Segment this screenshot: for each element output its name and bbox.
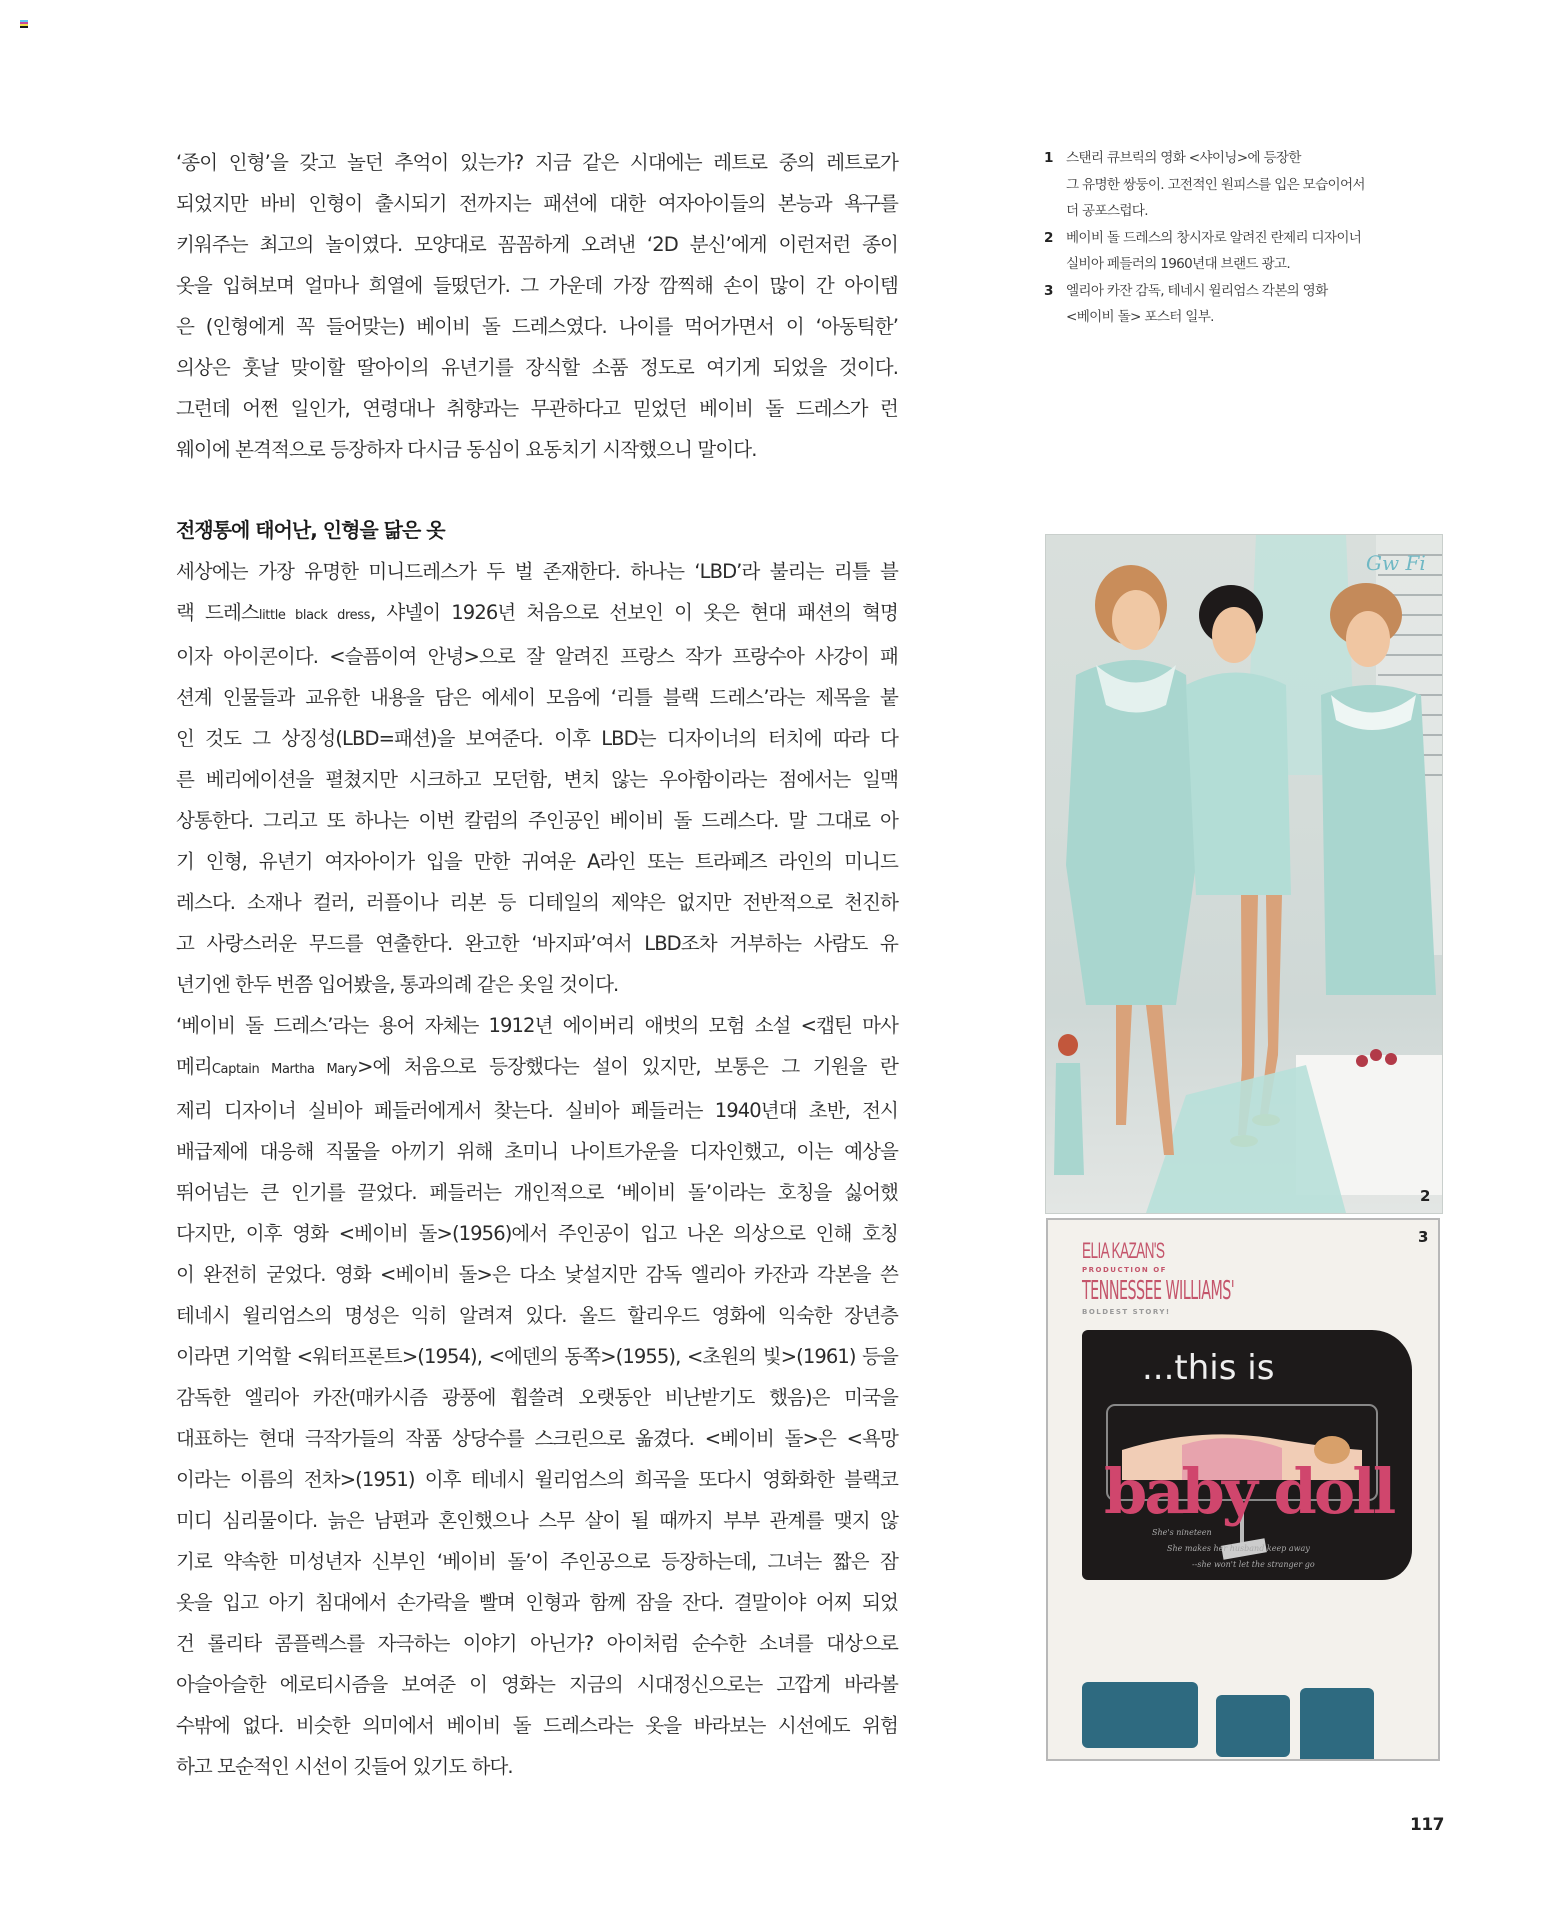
- caption-number: 3: [1044, 282, 1053, 299]
- poster-copy-line: She makes her husband keep away: [1167, 1544, 1310, 1553]
- figure-3-baby-doll-poster: [1046, 1218, 1440, 1761]
- text-line: 웨이에 본격적으로 등장하자 다시금 동심이 요동치기 시작했으니 말이다.: [176, 438, 757, 461]
- section-heading: 전쟁통에 태어난, 인형을 닮은 옷: [176, 518, 445, 542]
- text-line: 제리 디자이너 실비아 페들러에게서 찾는다. 실비아 페들러는 1940년대 초반, 전시: [176, 1099, 898, 1122]
- text-line: 옷을 입혀보며 얼마나 희열에 들떴던가. 그 가운데 가장 깜찍해 손이 많이 간 아이템: [176, 274, 898, 297]
- poster-black-panel: [1082, 1330, 1412, 1580]
- text-line: 의상은 훗날 맞이할 딸아이의 유년기를 장식할 소품 정도로 여기게 되었을 것이다.: [176, 356, 898, 379]
- text-line: 고 사랑스러운 무드를 연출한다. 완고한 ‘바지파’여서 LBD조차 거부하는 사람도 유: [176, 932, 898, 955]
- text-line: 이 완전히 굳었다. 영화 <베이비 돌>은 다소 낯설지만 감독 엘리아 카잔과 각본을 쓴: [176, 1263, 898, 1286]
- text-line: 세상에는 가장 유명한 미니드레스가 두 벌 존재한다. 하나는 ‘LBD’라 불리는 리틀 블: [176, 560, 898, 583]
- text-line: 옷을 입고 아기 침대에서 손가락을 빨며 인형과 함께 잠을 잔다. 결말이야 어찌 되었: [176, 1591, 898, 1614]
- poster-boldest-line: BOLDEST STORY!: [1082, 1308, 1171, 1316]
- caption-line: <베이비 돌> 포스터 일부.: [1066, 309, 1214, 325]
- poster-production-line: PRODUCTION OF: [1082, 1266, 1167, 1274]
- poster-copy-line: --she won't let the stranger go: [1192, 1560, 1315, 1569]
- text-line: 수밖에 없다. 비슷한 의미에서 베이비 돌 드레스라는 옷을 바라보는 시선에도 위험: [176, 1714, 898, 1737]
- text-line: [176, 592, 898, 636]
- figure-number: 3: [1418, 1228, 1429, 1246]
- text-line: 이라면 기억할 <워터프론트>(1954), <에덴의 동쪽>(1955), <초원의 빛>(1961) 등을: [176, 1345, 898, 1368]
- text-fragment: 랙 드레스: [176, 601, 259, 624]
- page-number: 117: [1410, 1815, 1444, 1835]
- english-gloss: Captain Martha Mary: [211, 1062, 358, 1077]
- text-line: 년기엔 한두 번쯤 입어봤을, 통과의례 같은 옷일 것이다.: [176, 973, 619, 996]
- text-line: 다지만, 이후 영화 <베이비 돌>(1956)에서 주인공이 입고 나온 의상으로 인해 호칭: [176, 1222, 898, 1245]
- text-line: 은 (인형에게 꼭 들어맞는) 베이비 돌 드레스였다. 나이를 먹어가면서 이 ‘아동틱한’: [176, 315, 898, 338]
- reg-black: [20, 26, 28, 28]
- article-body: [176, 142, 898, 1787]
- text-line: 하고 모순적인 시선이 깃들어 있기도 하다.: [176, 1755, 513, 1778]
- caption-2: [1044, 225, 1444, 278]
- poster-tagline-this-is: ...this is: [1142, 1348, 1275, 1388]
- text-fragment: , 샤넬이 1926년 처음으로 선보인 이 옷은 현대 패션의 혁명: [369, 601, 898, 624]
- text-line: 그런데 어쩐 일인가, 연령대나 취향과는 무관하다고 믿었던 베이비 돌 드레스가 런: [176, 397, 898, 420]
- nightgown-models-illustration: [1046, 535, 1442, 1213]
- section-paragraph-2: [176, 1005, 898, 1787]
- caption-1: [1044, 145, 1444, 225]
- caption-text: [1066, 278, 1328, 331]
- text-line: 인 것도 그 상징성(LBD=패션)을 보여준다. 이후 LBD는 디자이너의 터치에 따라 다: [176, 727, 898, 750]
- poster-title: baby doll: [1104, 1455, 1394, 1528]
- figure-2-lingerie-ad-photo: [1045, 534, 1443, 1214]
- caption-line: 그 유명한 쌍둥이. 고전적인 원피스를 입은 모습이어서: [1066, 176, 1365, 193]
- figure-captions: [1044, 145, 1444, 331]
- text-line: 아슬아슬한 에로티시즘을 보여준 이 영화는 지금의 시대정신으로는 고깝게 바라볼: [176, 1673, 898, 1696]
- caption-line: 스탠리 큐브릭의 영화 <샤이닝>에 등장한: [1066, 150, 1301, 166]
- text-line: ‘베이비 돌 드레스’라는 용어 자체는 1912년 에이버리 애벗의 모험 소설 <캡틴 마사: [176, 1014, 898, 1037]
- text-line: 른 베리에이션을 펼쳤지만 시크하고 모던함, 변치 않는 우아함이라는 점에서는 일맥: [176, 768, 899, 791]
- caption-3: [1044, 278, 1444, 331]
- text-line: 이자 아이콘이다. <슬픔이여 안녕>으로 잘 알려진 프랑스 작가 프랑수아 사강이 패: [176, 645, 898, 668]
- svg-text:Gw Fi: Gw Fi: [1366, 551, 1426, 575]
- text-line: 기 인형, 유년기 여자아이가 입을 만한 귀여운 A라인 또는 트라페즈 라인의 미니드: [176, 850, 898, 873]
- text-line: 대표하는 현대 극작가들의 작품 상당수를 스크린으로 옮겼다. <베이비 돌>은 <욕망: [176, 1427, 898, 1450]
- text-line: 되었지만 바비 인형이 출시되기 전까지는 패션에 대한 여자아이들의 본능과 욕구를: [176, 192, 898, 215]
- caption-line: 베이비 돌 드레스의 창시자로 알려진 란제리 디자이너: [1066, 229, 1362, 246]
- text-line: 상통한다. 그리고 또 하나는 이번 칼럼의 주인공인 베이비 돌 드레스다. 말 그대로 아: [176, 809, 898, 832]
- text-line: 키워주는 최고의 놀이였다. 모양대로 꼼꼼하게 오려낸 ‘2D 분신’에게 이런저런 종이: [176, 233, 898, 256]
- text-fragment: 메리: [176, 1055, 212, 1078]
- text-line: 감독한 엘리아 카잔(매카시즘 광풍에 휩쓸려 오랫동안 비난받기도 했음)은 미국을: [176, 1386, 898, 1409]
- text-line: 션계 인물들과 교유한 내용을 담은 에세이 모음에 ‘리틀 블랙 드레스’라는 제목을 붙: [176, 686, 898, 709]
- text-line: 레스다. 소재나 컬러, 러플이나 리본 등 디테일의 제약은 없지만 전반적으로 천진하: [176, 891, 898, 914]
- poster-thumbnail-1: [1082, 1682, 1198, 1748]
- caption-number: 2: [1044, 229, 1053, 246]
- text-fragment: >에 처음으로 등장했다는 설이 있지만, 보통은 그 기원을 란: [357, 1055, 898, 1078]
- poster-director-line: ELIA KAZAN'S: [1082, 1238, 1165, 1263]
- poster-thumbnail-2: [1216, 1695, 1290, 1757]
- caption-line: 더 공포스럽다.: [1066, 203, 1148, 219]
- caption-text: [1066, 225, 1361, 278]
- text-line: [176, 1046, 898, 1090]
- figure-number: 2: [1420, 1187, 1431, 1205]
- registration-mark: [20, 20, 28, 28]
- caption-text: [1066, 145, 1365, 225]
- intro-paragraph: [176, 142, 898, 470]
- text-line: 건 롤리타 콤플렉스를 자극하는 이야기 아닌가? 아이처럼 순수한 소녀를 대상으로: [176, 1632, 898, 1655]
- text-line: 이라는 이름의 전차>(1951) 이후 테네시 윌리엄스의 희곡을 또다시 영화화한 블랙코: [176, 1468, 898, 1491]
- text-line: 미디 심리물이다. 늙은 남편과 혼인했으나 스무 살이 될 때까지 부부 관계를 맺지 않: [176, 1509, 898, 1532]
- caption-line: 실비아 페들러의 1960년대 브랜드 광고.: [1066, 256, 1290, 272]
- text-line: 배급제에 대응해 직물을 아끼기 위해 초미니 나이트가운을 디자인했고, 이는 예상을: [176, 1140, 898, 1163]
- poster-thumbnail-3: [1300, 1688, 1374, 1761]
- english-gloss: little black dress: [258, 608, 370, 623]
- text-line: 뛰어넘는 큰 인기를 끌었다. 페들러는 개인적으로 ‘베이비 돌’이라는 호칭을 싫어했: [176, 1181, 898, 1204]
- caption-number: 1: [1044, 150, 1053, 166]
- poster-copy-line: She's nineteen: [1152, 1528, 1212, 1537]
- poster-writer-line: TENNESSEE WILLIAMS': [1082, 1276, 1235, 1306]
- section-paragraph-1: [176, 551, 898, 1005]
- text-line: 기로 약속한 미성년자 신부인 ‘베이비 돌’이 주인공으로 등장하는데, 그녀는 짧은 잠: [176, 1550, 898, 1573]
- text-line: 테네시 윌리엄스의 명성은 익히 알려져 있다. 올드 할리우드 영화에 익숙한 장년층: [176, 1304, 898, 1327]
- caption-line: 엘리아 카잔 감독, 테네시 윌리엄스 각본의 영화: [1066, 282, 1328, 299]
- text-line: ‘종이 인형’을 갖고 놀던 추억이 있는가? 지금 같은 시대에는 레트로 중의 레트로가: [176, 151, 898, 174]
